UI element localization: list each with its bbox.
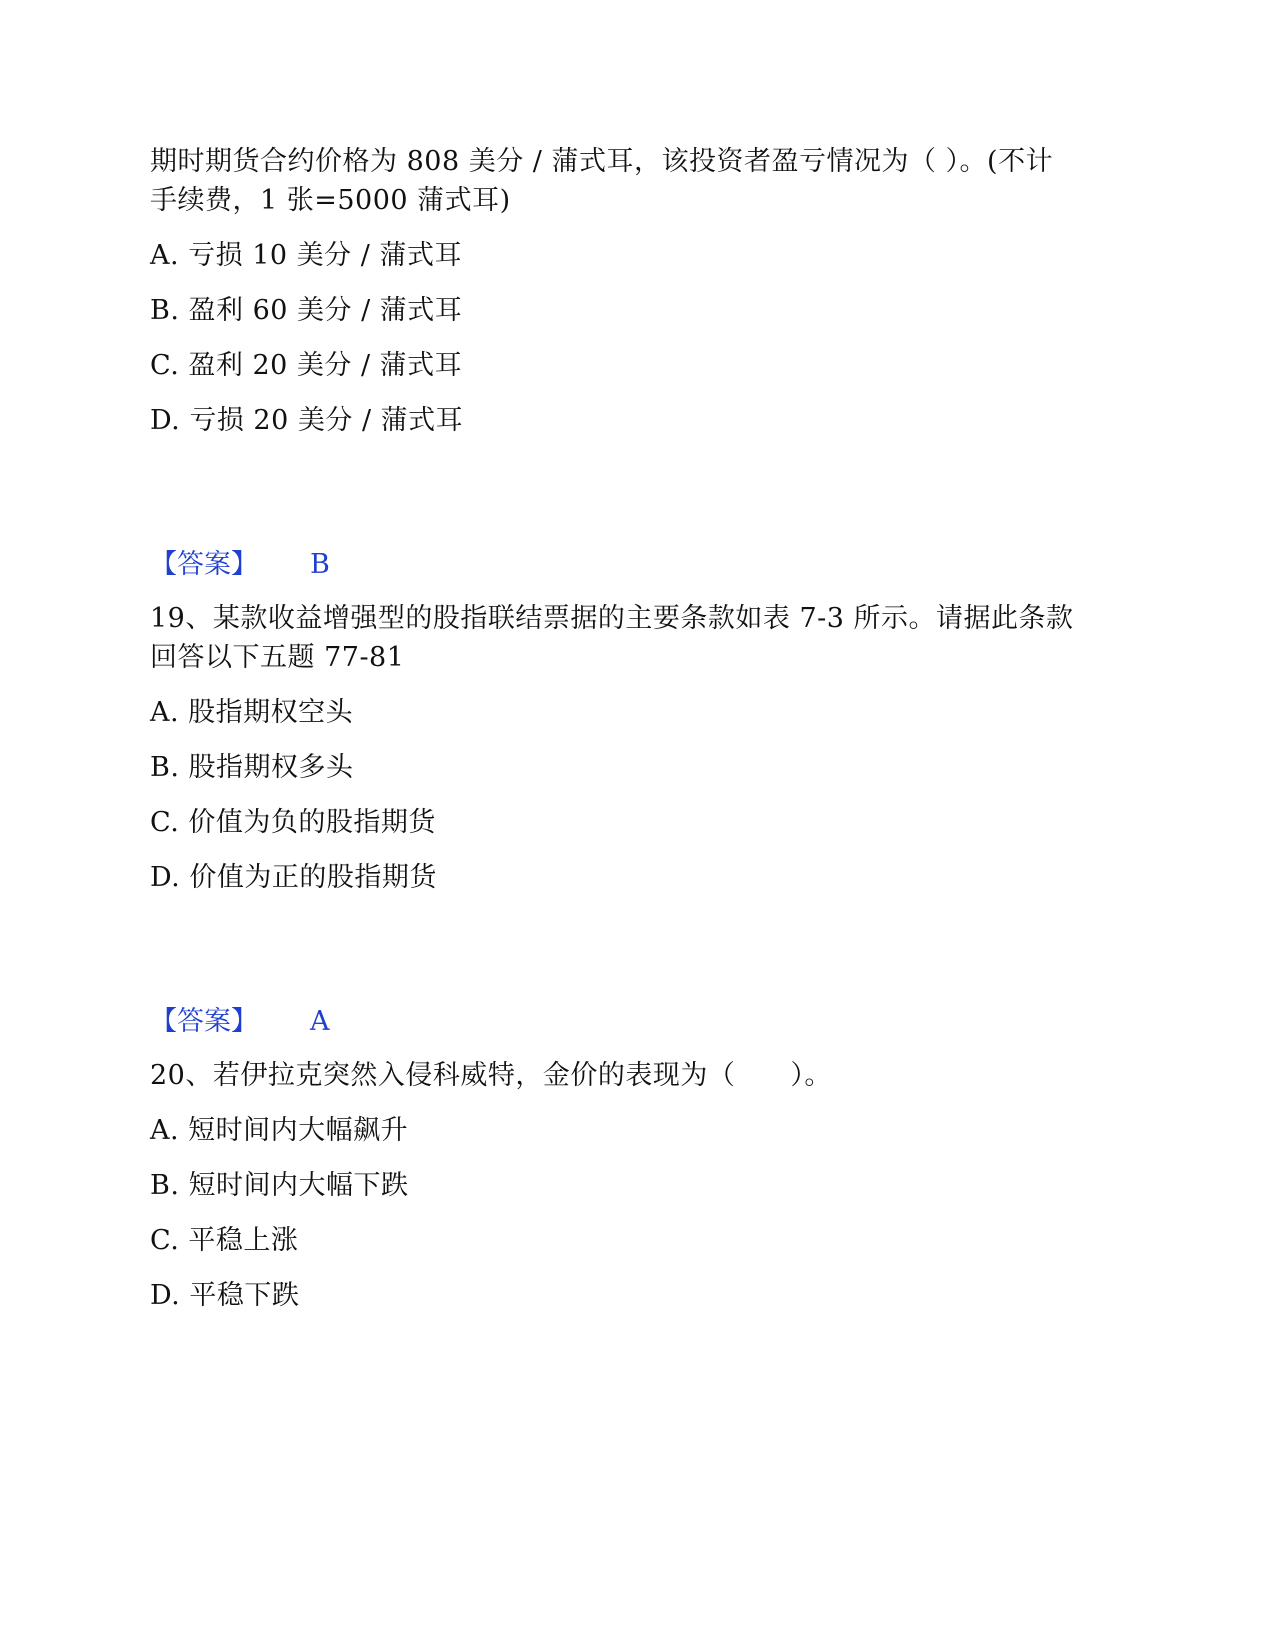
q20-option-b: B. 短时间内大幅下跌 [150,1170,409,1201]
q20-option-c: C. 平稳上涨 [150,1225,299,1256]
q19-answer [150,1002,330,1042]
q18-option-d: D. 亏损 20 美分 / 蒲式耳 [150,405,464,436]
q20-stem-line1: 20、若伊拉克突然入侵科威特，金价的表现为（ ）。 [150,1060,832,1091]
q19-answer-label: 【答案】 [150,1006,258,1037]
q18-option-c: C. 盈利 20 美分 / 蒲式耳 [150,350,463,381]
q20-option-d: D. 平稳下跌 [150,1280,300,1311]
q18-answer [150,545,330,585]
q18-answer-label: 【答案】 [150,549,258,580]
q19-stem-line1: 19、某款收益增强型的股指联结票据的主要条款如表 7-3 所示。请据此条款 [150,603,1074,634]
q18-option-b: B. 盈利 60 美分 / 蒲式耳 [150,295,463,326]
q20-option-a: A. 短时间内大幅飙升 [150,1115,409,1146]
q19-option-a: A. 股指期权空头 [150,697,354,728]
q18-stem-line1: 期时期货合约价格为 808 美分 / 蒲式耳，该投资者盈亏情况为（ ）。(不计 [150,146,1054,177]
q18-stem-line2: 手续费，1 张=5000 蒲式耳) [150,185,511,216]
q19-stem-line2: 回答以下五题 77-81 [150,642,405,673]
q19-option-b: B. 股指期权多头 [150,752,354,783]
q18-answer-value: B [310,549,330,580]
q18-option-a: A. 亏损 10 美分 / 蒲式耳 [150,240,462,271]
q19-option-d: D. 价值为正的股指期货 [150,862,437,893]
q19-answer-value: A [310,1006,330,1037]
q19-option-c: C. 价值为负的股指期货 [150,807,436,838]
